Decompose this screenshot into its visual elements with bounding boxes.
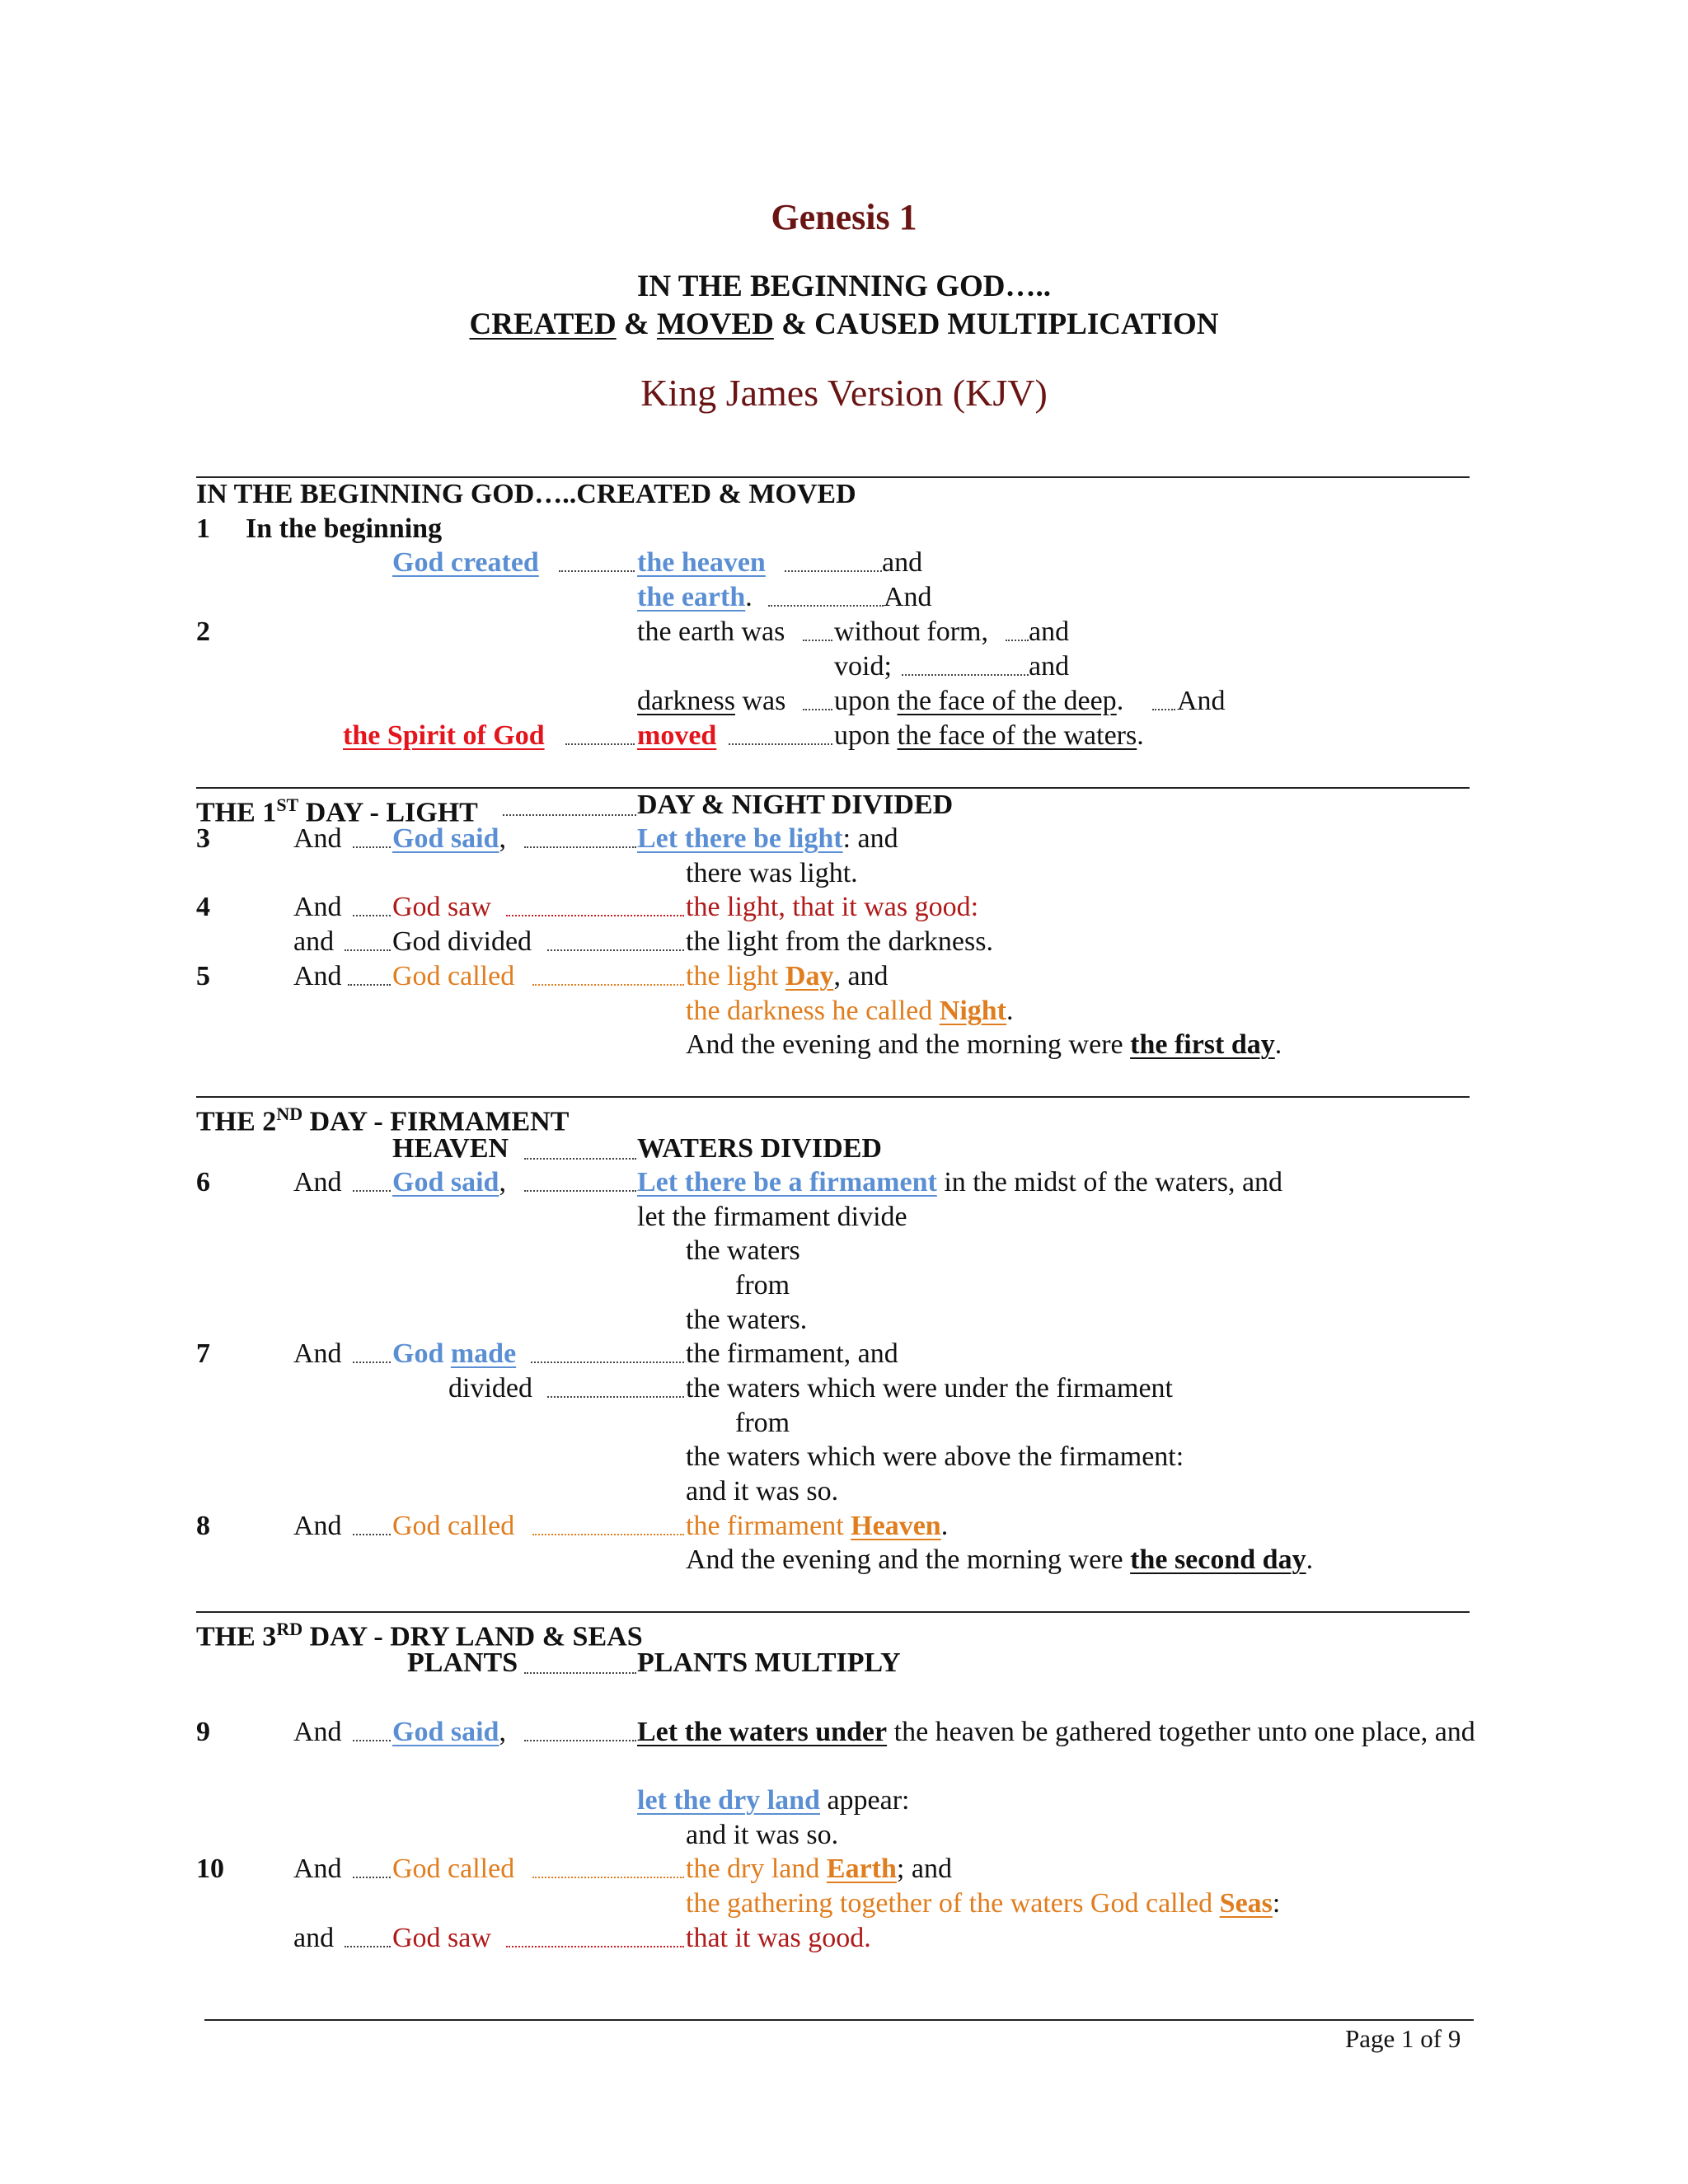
word-and: and	[1029, 651, 1070, 682]
let-there-be-firmament: Let there be a firmament	[637, 1167, 937, 1197]
heading-text: THE 1	[196, 797, 277, 828]
word-and: and	[882, 547, 923, 578]
heaven-label: HEAVEN	[392, 1133, 509, 1164]
colon: :	[1272, 1888, 1281, 1919]
comma: ,	[499, 823, 506, 854]
without-form: without form,	[834, 616, 988, 647]
dotted-leader	[503, 814, 636, 816]
dotted-leader	[524, 1158, 636, 1160]
face-of-the-deep: the face of the deep	[897, 686, 1117, 716]
plants-label: PLANTS	[407, 1647, 518, 1678]
dotted-leader	[506, 915, 684, 916]
dotted-leader	[353, 915, 391, 916]
dotted-leader	[353, 846, 391, 848]
dotted-leader	[902, 674, 1029, 676]
dotted-leader	[345, 949, 391, 951]
the-earth: the earth	[637, 582, 746, 612]
let-the-waters-under: Let the waters under	[637, 1717, 888, 1747]
subtitle-line-2	[0, 307, 1688, 342]
period: .	[1274, 1029, 1282, 1060]
verse-number: 7	[196, 1338, 210, 1369]
verse-number: 10	[196, 1854, 224, 1884]
dotted-leader	[524, 1672, 636, 1674]
version-label: King James Version (KJV)	[640, 372, 1048, 414]
dotted-leader	[547, 1396, 684, 1398]
comma: ,	[499, 1717, 506, 1747]
heading-text: THE 2	[196, 1106, 277, 1137]
dotted-leader	[532, 984, 684, 986]
page-number: Page 1 of 9	[1345, 2024, 1461, 2053]
god-called: God called	[392, 1854, 515, 1884]
verse-number: 9	[196, 1717, 210, 1747]
dotted-leader	[547, 949, 684, 951]
gathering-waters: the gathering together of the waters God called	[686, 1888, 1220, 1919]
word-and: And	[293, 1167, 342, 1197]
word-and: And	[293, 1854, 342, 1884]
word-and: and	[1029, 616, 1070, 647]
let-the-dry-land: let the dry land	[637, 1785, 820, 1816]
darkness: darkness	[637, 686, 735, 716]
the-light: the light	[686, 961, 785, 991]
dotted-leader	[803, 640, 832, 641]
dotted-leader	[353, 1361, 391, 1363]
dotted-leader	[532, 1877, 684, 1878]
dotted-leader	[565, 743, 635, 745]
heaven-gathered: the heaven be gathered together unto one place, and	[887, 1717, 1475, 1747]
heading-text: DAY - DRY LAND & SEAS	[302, 1621, 643, 1652]
and-it-was-so: and it was so.	[686, 1476, 839, 1507]
verse-number: 6	[196, 1167, 210, 1197]
let-firmament-divide: let the firmament divide	[637, 1202, 907, 1232]
amp: &	[616, 307, 657, 341]
dotted-leader	[353, 1740, 391, 1741]
word-and: And	[293, 1717, 342, 1747]
god-said: God said	[392, 1167, 499, 1197]
dotted-leader	[559, 570, 635, 572]
dotted-leader	[1152, 709, 1175, 710]
dotted-leader	[531, 1361, 684, 1363]
dotted-leader	[524, 1740, 636, 1741]
appear: appear:	[819, 1785, 910, 1816]
dotted-leader	[803, 709, 832, 710]
dotted-leader	[532, 1534, 684, 1535]
the-second-day: the second day	[1130, 1544, 1306, 1575]
period: .	[1306, 1544, 1314, 1575]
subtitle-rest: & CAUSED MULTIPLICATION	[773, 307, 1219, 341]
the-waters: the waters	[686, 1235, 800, 1266]
light-was-good: the light, that it was good:	[686, 892, 979, 922]
the-waters: the waters.	[686, 1305, 808, 1335]
divided: divided	[448, 1373, 532, 1404]
made-word: made	[450, 1338, 517, 1369]
period: .	[1116, 686, 1124, 716]
word-and: And	[293, 892, 342, 922]
evening-morning: And the evening and the morning were	[686, 1029, 1131, 1060]
word-from: from	[735, 1270, 790, 1301]
light-from-darkness: the light from the darkness.	[686, 926, 993, 957]
heaven-word: Heaven	[851, 1511, 941, 1541]
god-word: God	[392, 1338, 451, 1369]
word-and: And	[293, 1338, 342, 1369]
semicolon-and: ; and	[896, 1854, 952, 1884]
and-it-was-so: and it was so.	[686, 1820, 839, 1850]
god-created: God created	[392, 547, 539, 578]
word-from: from	[735, 1408, 790, 1438]
moved: moved	[637, 720, 717, 751]
the-firmament: the firmament	[686, 1511, 851, 1541]
created-word: CREATED	[469, 307, 617, 341]
dotted-leader	[729, 743, 832, 745]
face-of-the-waters: the face of the waters	[897, 720, 1137, 751]
colon-and: : and	[842, 823, 898, 854]
dotted-leader	[785, 570, 882, 572]
comma-and: , and	[833, 961, 889, 991]
verse-number: 4	[196, 892, 210, 922]
in-the-beginning: In the beginning	[246, 513, 443, 544]
upon: upon	[834, 720, 898, 751]
god-divided: God divided	[392, 926, 532, 957]
earth-word: Earth	[826, 1854, 897, 1884]
seas-word: Seas	[1219, 1888, 1273, 1919]
god-said: God said	[392, 1717, 499, 1747]
the-heaven: the heaven	[637, 547, 766, 578]
god-called: God called	[392, 961, 515, 991]
dotted-leader	[348, 984, 391, 986]
comma: ,	[499, 1167, 506, 1197]
word-and: And	[293, 961, 342, 991]
verse-number: 5	[196, 961, 210, 991]
ordinal-suffix: ND	[276, 1104, 303, 1124]
upon: upon	[834, 686, 898, 716]
god-saw: God saw	[392, 1923, 491, 1953]
page-title: Genesis 1	[771, 197, 917, 237]
there-was-light: there was light.	[686, 858, 858, 888]
period: .	[1006, 996, 1014, 1026]
section-heading-right: DAY & NIGHT DIVIDED	[637, 790, 954, 820]
verse-number: 1	[196, 513, 210, 544]
word-and: And	[884, 582, 932, 612]
midst-of-waters: in the midst of the waters, and	[936, 1167, 1283, 1197]
word-and: And	[1177, 686, 1226, 716]
evening-morning: And the evening and the morning were	[686, 1544, 1131, 1575]
let-there-be-light: Let there be light	[637, 823, 843, 854]
dotted-leader	[353, 1534, 391, 1535]
period: .	[745, 582, 753, 612]
night-word: Night	[939, 996, 1006, 1026]
verse-number: 8	[196, 1511, 210, 1541]
darkness-called: the darkness he called	[686, 996, 940, 1026]
the-firmament: the firmament, and	[686, 1338, 898, 1369]
moved-word: MOVED	[657, 307, 774, 341]
footer-divider	[204, 2019, 1474, 2021]
verse-number: 3	[196, 823, 210, 854]
section-heading	[196, 1098, 569, 1138]
that-it-was-good: that it was good.	[686, 1923, 871, 1953]
period: .	[1137, 720, 1144, 751]
word-and: And	[293, 823, 342, 854]
waters-under-firmament: the waters which were under the firmament	[686, 1373, 1173, 1404]
void: void;	[834, 651, 892, 682]
the-first-day: the first day	[1130, 1029, 1275, 1060]
plants-multiply: PLANTS MULTIPLY	[637, 1647, 901, 1678]
dotted-leader	[1006, 640, 1029, 641]
waters-divided: WATERS DIVIDED	[637, 1133, 882, 1164]
the-earth-was: the earth was	[637, 616, 785, 647]
period: .	[940, 1511, 949, 1541]
spirit-of-god: the Spirit of God	[343, 720, 545, 751]
god-said: God said	[392, 823, 499, 854]
day-word: Day	[785, 961, 834, 991]
dotted-leader	[353, 1877, 391, 1878]
dotted-leader	[524, 1190, 636, 1192]
god-saw: God saw	[392, 892, 491, 922]
heading-text: THE 3	[196, 1621, 277, 1652]
subtitle-line-1: IN THE BEGINNING GOD…..	[637, 269, 1051, 303]
was: was	[734, 686, 786, 716]
dotted-leader	[345, 1946, 391, 1947]
heading-text: DAY - FIRMAMENT	[302, 1106, 570, 1137]
heading-text: DAY - LIGHT	[298, 797, 478, 828]
waters-above-firmament: the waters which were above the firmament:	[686, 1441, 1184, 1472]
word-and: and	[293, 926, 335, 957]
god-called: God called	[392, 1511, 515, 1541]
dotted-leader	[524, 846, 636, 848]
ordinal-suffix: RD	[276, 1619, 303, 1639]
dotted-leader	[506, 1946, 684, 1947]
word-and: and	[293, 1923, 335, 1953]
dotted-leader	[768, 605, 884, 607]
dotted-leader	[353, 1190, 391, 1192]
ordinal-suffix: ST	[276, 794, 299, 815]
section-heading: IN THE BEGINNING GOD…..CREATED & MOVED	[196, 479, 856, 509]
word-and: And	[293, 1511, 342, 1541]
verse-number: 2	[196, 616, 210, 647]
the-dry-land: the dry land	[686, 1854, 827, 1884]
